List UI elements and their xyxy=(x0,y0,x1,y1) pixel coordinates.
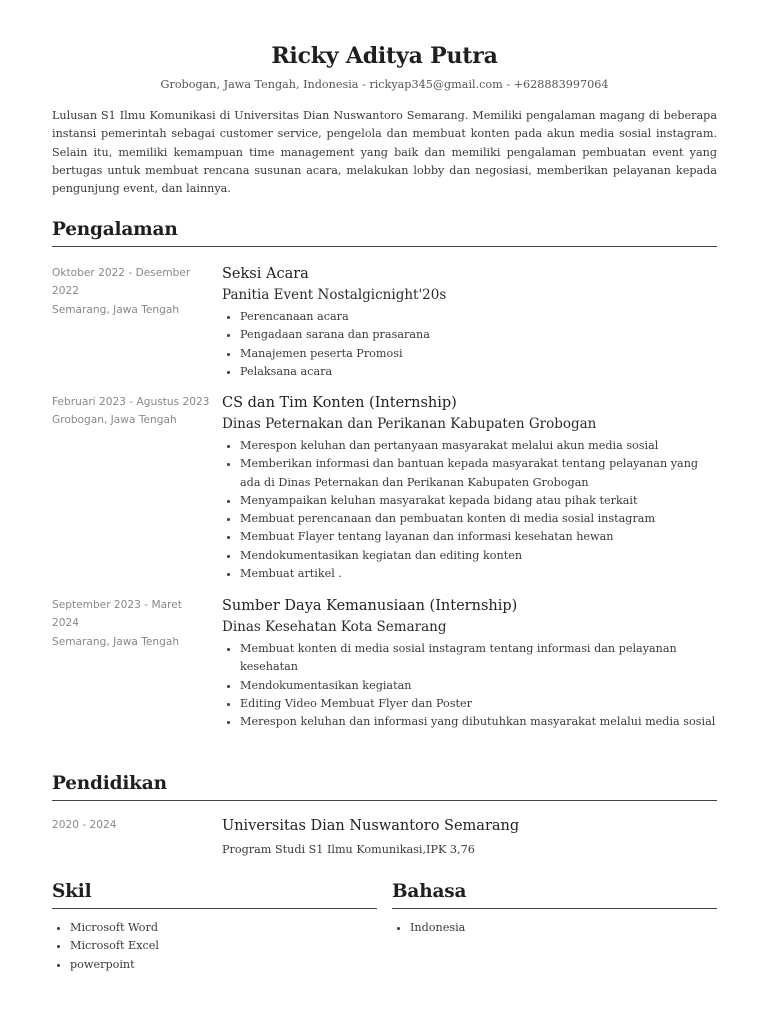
list-item: • Manajemen peserta Promosi xyxy=(240,345,717,363)
skills-heading: Skil xyxy=(52,881,92,902)
list-item: • Mendokumentasikan kegiatan xyxy=(240,677,717,695)
list-item: • Merespon keluhan dan informasi yang dibutuhkan masyarakat melalui media sosial xyxy=(240,713,717,731)
section-divider xyxy=(392,908,717,909)
entry-body xyxy=(222,596,717,731)
section-divider xyxy=(52,246,717,247)
list-item: • Mendokumentasikan kegiatan dan editing konten xyxy=(240,547,717,565)
entry-body xyxy=(222,264,717,381)
list-item: • Membuat perencanaan dan pembuatan konten di media sosial instagram xyxy=(240,510,717,528)
entry-date: September 2023 - Maret 2024 xyxy=(52,599,182,630)
entry-organization: Dinas Kesehatan Kota Semarang xyxy=(222,618,447,635)
education-heading: Pendidikan xyxy=(52,773,167,794)
entry-bullets xyxy=(222,640,717,731)
entry-organization: Panitia Event Nostalgicnight'20s xyxy=(222,286,447,303)
education-body xyxy=(222,816,717,859)
list-item: • Merespon keluhan dan pertanyaan masyarakat melalui akun media sosial xyxy=(240,437,717,455)
entry-meta xyxy=(52,393,212,430)
education-school: Universitas Dian Nuswantoro Semarang xyxy=(222,818,520,834)
list-item: • Membuat artikel . xyxy=(240,565,717,583)
list-item: • Editing Video Membuat Flyer dan Poster xyxy=(240,695,717,713)
education-date: 2020 - 2024 xyxy=(52,819,117,831)
entry-meta xyxy=(52,596,212,651)
candidate-name: Ricky Aditya Putra xyxy=(271,43,498,69)
entry-role: Seksi Acara xyxy=(222,266,309,282)
languages-list xyxy=(392,919,717,937)
entry-meta xyxy=(52,264,212,319)
section-divider xyxy=(52,908,377,909)
list-item: • Menyampaikan keluhan masyarakat kepada bidang atau pihak terkait xyxy=(240,492,717,510)
list-item: • Membuat Flayer tentang layanan dan informasi kesehatan hewan xyxy=(240,528,717,546)
section-divider xyxy=(52,800,717,801)
contact-line: Grobogan, Jawa Tengah, Indonesia - rickyap345@gmail.com - +628883997064 xyxy=(160,78,609,91)
education-section xyxy=(52,771,717,801)
list-item: • Microsoft Excel xyxy=(70,937,377,955)
list-item: • Pengadaan sarana dan prasarana xyxy=(240,326,717,344)
list-item: • Microsoft Word xyxy=(70,919,377,937)
languages-section xyxy=(392,879,717,937)
entry-role: CS dan Tim Konten (Internship) xyxy=(222,395,457,411)
skills-list xyxy=(52,919,377,974)
list-item: • Pelaksana acara xyxy=(240,363,717,381)
entry-role: Sumber Daya Kemanusiaan (Internship) xyxy=(222,598,518,614)
list-item: • Memberikan informasi dan bantuan kepada masyarakat tentang pelayanan yang ada di Dinas Peternakan dan Perikanan Kabupaten Grobogan xyxy=(240,455,717,492)
education-program: Program Studi S1 Ilmu Komunikasi,IPK 3,76 xyxy=(222,842,475,856)
entry-location: Semarang, Jawa Tengah xyxy=(52,635,180,648)
entry-date: Oktober 2022 - Desember 2022 xyxy=(52,267,191,298)
entry-date: Februari 2023 - Agustus 2023 xyxy=(52,396,210,408)
entry-bullets xyxy=(222,308,717,381)
entry-organization: Dinas Peternakan dan Perikanan Kabupaten Grobogan xyxy=(222,415,597,432)
resume-page xyxy=(52,40,717,971)
list-item: • powerpoint xyxy=(70,956,377,974)
entry-bullets xyxy=(222,437,717,583)
skills-section xyxy=(52,879,377,974)
experience-heading: Pengalaman xyxy=(52,219,178,240)
entry-location: Semarang, Jawa Tengah xyxy=(52,303,180,316)
list-item: • Indonesia xyxy=(410,919,717,937)
entry-body xyxy=(222,393,717,583)
experience-section xyxy=(52,217,717,247)
list-item: • Membuat konten di media sosial instagram tentang informasi dan pelayanan kesehatan xyxy=(240,640,717,677)
profile-summary: Lulusan S1 Ilmu Komunikasi di Universitas Dian Nuswantoro Semarang. Memiliki pengalaman magang di beberapa instansi pemerintah sebagai customer service, pengelola dan membuat konten pada akun media sosial instagram. Selain itu, memiliki kemampuan time management yang baik dan memiliki pengalaman pembuatan event yang bertugas untuk membuat rencana susunan acara, melakukan lobby dan negosiasi, memberikan pelayanan kepada pengunjung event, dan lainnya. xyxy=(52,109,717,196)
languages-heading: Bahasa xyxy=(392,881,467,902)
list-item: • Perencanaan acara xyxy=(240,308,717,326)
entry-location: Grobogan, Jawa Tengah xyxy=(52,414,177,427)
